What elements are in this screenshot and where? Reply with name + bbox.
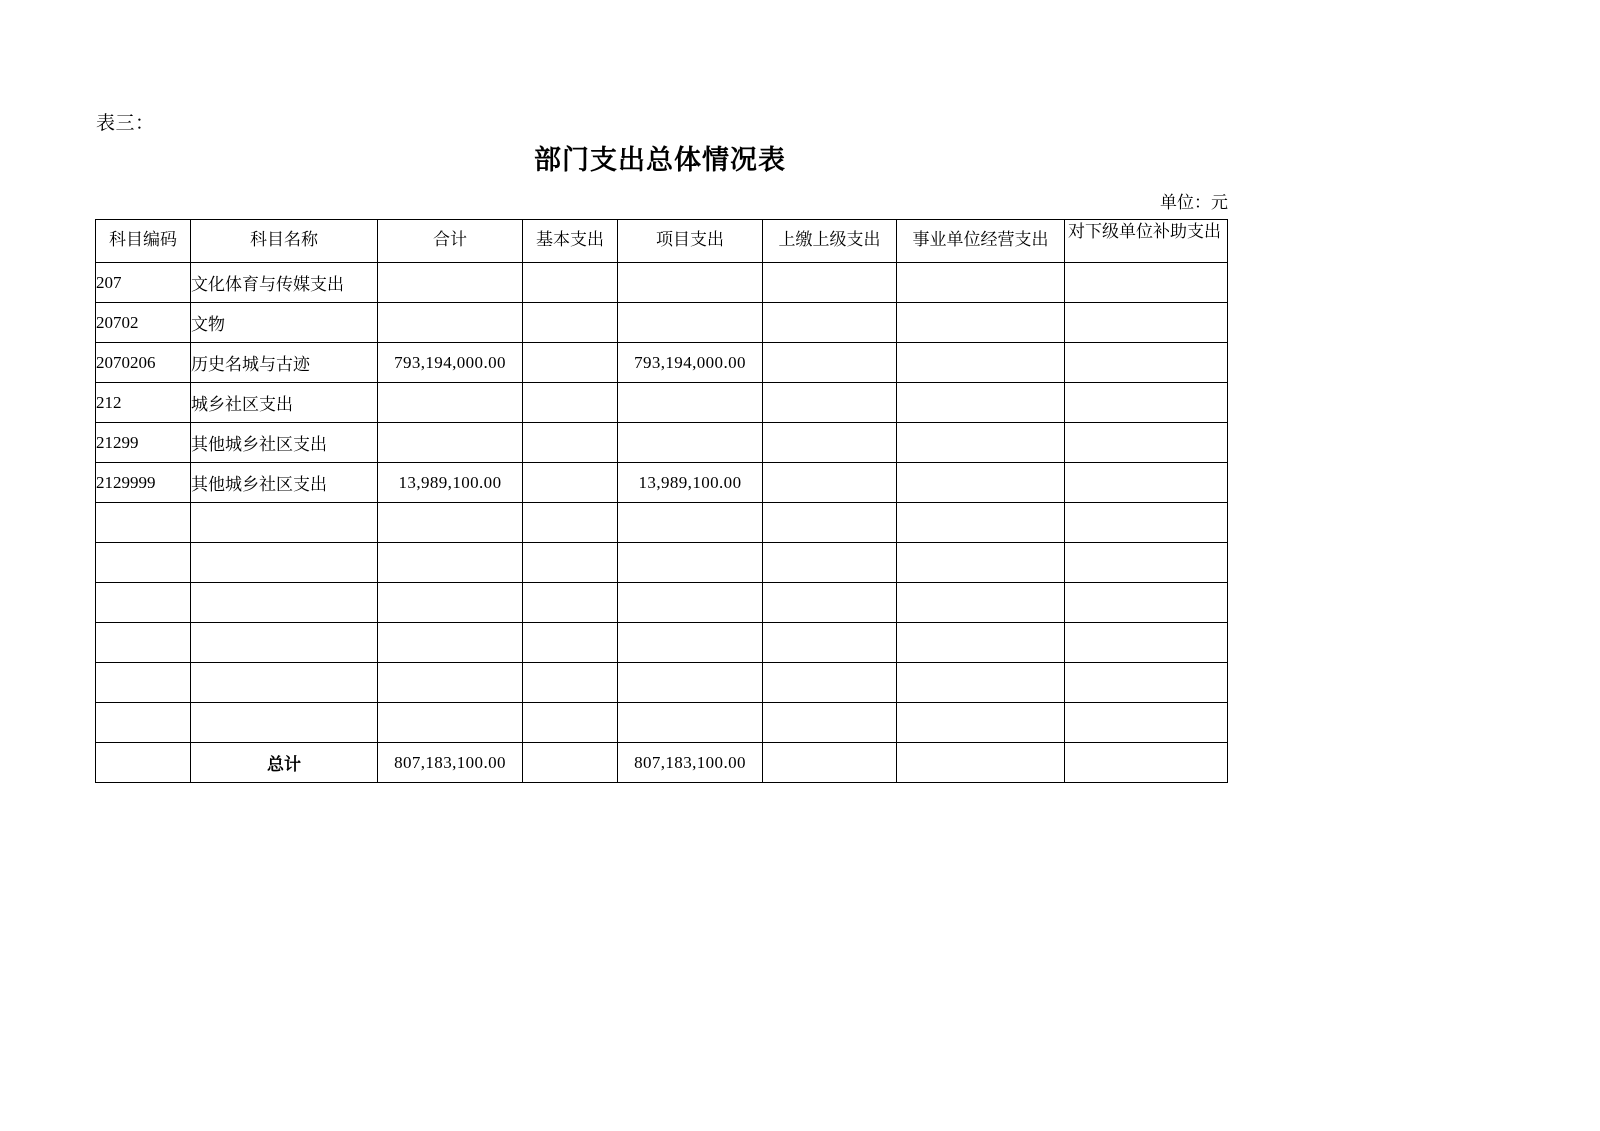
cell-name: 总计 [191, 743, 378, 783]
cell-project [618, 663, 763, 703]
cell-upper [763, 583, 897, 623]
cell-subsidy [1065, 543, 1228, 583]
table-row [96, 623, 1228, 663]
expenditure-table [95, 219, 1228, 783]
column-header-upper: 上缴上级支出 [763, 220, 897, 263]
cell-project [618, 383, 763, 423]
cell-code [96, 663, 191, 703]
cell-total [378, 503, 523, 543]
cell-subsidy [1065, 503, 1228, 543]
table-header-row [96, 220, 1228, 263]
cell-business [897, 663, 1065, 703]
cell-business [897, 623, 1065, 663]
cell-upper [763, 743, 897, 783]
cell-project [618, 543, 763, 583]
column-header-basic: 基本支出 [523, 220, 618, 263]
cell-name [191, 663, 378, 703]
cell-basic [523, 583, 618, 623]
unit-note: 单位：元 [1160, 193, 1228, 213]
table-row [96, 423, 1228, 463]
cell-code: 2070206 [96, 343, 191, 383]
cell-basic [523, 703, 618, 743]
cell-project: 793,194,000.00 [618, 343, 763, 383]
cell-code [96, 703, 191, 743]
table-label: 表三： [96, 112, 155, 134]
cell-upper [763, 463, 897, 503]
cell-name: 文化体育与传媒支出 [191, 263, 378, 303]
cell-code [96, 623, 191, 663]
cell-subsidy [1065, 383, 1228, 423]
cell-subsidy [1065, 423, 1228, 463]
cell-basic [523, 263, 618, 303]
cell-basic [523, 343, 618, 383]
cell-basic [523, 663, 618, 703]
table-row [96, 343, 1228, 383]
cell-code: 20702 [96, 303, 191, 343]
cell-subsidy [1065, 743, 1228, 783]
table-row [96, 503, 1228, 543]
cell-subsidy [1065, 703, 1228, 743]
table-row [96, 263, 1228, 303]
cell-subsidy [1065, 463, 1228, 503]
table-row [96, 383, 1228, 423]
cell-upper [763, 263, 897, 303]
cell-subsidy [1065, 663, 1228, 703]
cell-name [191, 703, 378, 743]
cell-business [897, 583, 1065, 623]
cell-project [618, 423, 763, 463]
column-header-name: 科目名称 [191, 220, 378, 263]
cell-upper [763, 663, 897, 703]
cell-total: 807,183,100.00 [378, 743, 523, 783]
cell-subsidy [1065, 263, 1228, 303]
cell-basic [523, 743, 618, 783]
table-row [96, 303, 1228, 343]
cell-business [897, 703, 1065, 743]
cell-subsidy [1065, 303, 1228, 343]
cell-basic [523, 303, 618, 343]
page-title: 部门支出总体情况表 [534, 145, 786, 176]
table-row [96, 583, 1228, 623]
cell-total [378, 543, 523, 583]
cell-upper [763, 543, 897, 583]
cell-project [618, 263, 763, 303]
cell-code [96, 583, 191, 623]
column-header-code: 科目编码 [96, 220, 191, 263]
cell-basic [523, 423, 618, 463]
cell-name: 城乡社区支出 [191, 383, 378, 423]
table-row [96, 703, 1228, 743]
table-total-row [96, 743, 1228, 783]
cell-upper [763, 703, 897, 743]
cell-upper [763, 423, 897, 463]
cell-upper [763, 303, 897, 343]
cell-project [618, 503, 763, 543]
cell-total: 13,989,100.00 [378, 463, 523, 503]
cell-name [191, 503, 378, 543]
cell-name: 文物 [191, 303, 378, 343]
cell-total [378, 263, 523, 303]
cell-name: 其他城乡社区支出 [191, 423, 378, 463]
cell-upper [763, 383, 897, 423]
cell-code [96, 743, 191, 783]
cell-code [96, 543, 191, 583]
table-row [96, 543, 1228, 583]
column-header-business: 事业单位经营支出 [897, 220, 1065, 263]
cell-total: 793,194,000.00 [378, 343, 523, 383]
cell-business [897, 343, 1065, 383]
cell-total [378, 703, 523, 743]
cell-business [897, 263, 1065, 303]
cell-business [897, 383, 1065, 423]
cell-project: 13,989,100.00 [618, 463, 763, 503]
cell-business [897, 303, 1065, 343]
cell-name [191, 623, 378, 663]
cell-business [897, 463, 1065, 503]
cell-total [378, 583, 523, 623]
cell-code: 21299 [96, 423, 191, 463]
cell-project [618, 703, 763, 743]
cell-upper [763, 343, 897, 383]
cell-name [191, 543, 378, 583]
cell-code: 2129999 [96, 463, 191, 503]
column-header-project: 项目支出 [618, 220, 763, 263]
cell-subsidy [1065, 583, 1228, 623]
cell-business [897, 423, 1065, 463]
cell-project: 807,183,100.00 [618, 743, 763, 783]
cell-upper [763, 623, 897, 663]
cell-project [618, 583, 763, 623]
cell-basic [523, 383, 618, 423]
cell-upper [763, 503, 897, 543]
cell-business [897, 503, 1065, 543]
cell-name [191, 583, 378, 623]
cell-total [378, 303, 523, 343]
cell-total [378, 663, 523, 703]
cell-basic [523, 503, 618, 543]
cell-name: 其他城乡社区支出 [191, 463, 378, 503]
cell-project [618, 303, 763, 343]
cell-total [378, 383, 523, 423]
cell-subsidy [1065, 623, 1228, 663]
table-row [96, 663, 1228, 703]
cell-basic [523, 463, 618, 503]
column-header-total: 合计 [378, 220, 523, 263]
cell-basic [523, 623, 618, 663]
cell-code: 212 [96, 383, 191, 423]
cell-business [897, 543, 1065, 583]
cell-total [378, 623, 523, 663]
column-header-subsidy: 对下级单位补助支出 [1065, 220, 1228, 263]
table-row [96, 463, 1228, 503]
cell-total [378, 423, 523, 463]
cell-code [96, 503, 191, 543]
cell-basic [523, 543, 618, 583]
cell-name: 历史名城与古迹 [191, 343, 378, 383]
cell-subsidy [1065, 343, 1228, 383]
cell-code: 207 [96, 263, 191, 303]
cell-business [897, 743, 1065, 783]
cell-project [618, 623, 763, 663]
